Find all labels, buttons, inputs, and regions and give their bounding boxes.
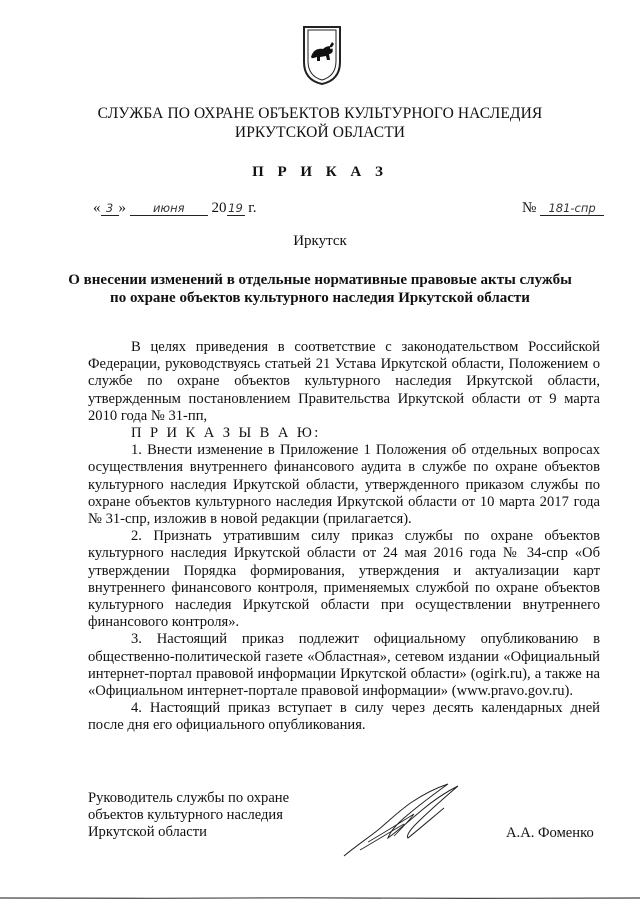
- date-suffix: г.: [248, 200, 257, 216]
- subject-line1: О внесении изменений в отдельные нормативные правовые акты службы: [68, 272, 572, 288]
- coat-of-arms-icon: [301, 24, 343, 86]
- number-value: 181-спр: [540, 201, 604, 216]
- order-item-1: 1. Внести изменение в Приложение 1 Положения об отдельных вопросах осуществления внутреннего финансового аудита в службе по охране объектов культурного наследия Иркутской области, утвержденного приказом службы по охране объектов культурного наследия Иркутской области от 10 марта 2017 года № 31-спр, изложив в новой редакции (прилагается).: [88, 442, 600, 528]
- preamble-paragraph: В целях приведения в соответствие с законодательством Российской Федерации, руководствуясь статьей 21 Устава Иркутской области, Положением о службе по охране объектов культурного наследия Иркутской области, утвержденным постановлением Правительства Иркутской области от 9 марта 2010 года № 31-пп,: [88, 339, 600, 424]
- city: Иркутск: [293, 233, 347, 249]
- subject-line2: по охране объектов культурного наследия Иркутской области: [110, 290, 530, 306]
- date-year-prefix: 20: [211, 200, 227, 216]
- document-number: [522, 200, 604, 217]
- order-body: [88, 339, 600, 735]
- document-date: [93, 200, 256, 217]
- date-year-suffix: 19: [228, 201, 243, 215]
- signatory-line2: объектов культурного наследия: [88, 807, 283, 824]
- order-item-4: 4. Настоящий приказ вступает в силу через десять календарных дней после дня его официального опубликования.: [88, 700, 600, 734]
- order-item-3: 3. Настоящий приказ подлежит официальному опубликованию в общественно-политической газете «Областная», сетевом издании «Официальный интернет-портал правовой информации Иркутской области» (ogirk.ru), а также на «Официальном интернет-портале правовой информации» (www.pravo.gov.ru).: [88, 631, 600, 700]
- date-month: июня: [130, 201, 208, 216]
- signatory-line1: Руководитель службы по охране: [88, 790, 290, 806]
- date-day: 3: [101, 201, 119, 216]
- number-sign: №: [522, 200, 537, 216]
- date-open-quote: «: [93, 200, 101, 216]
- signatory-name: А.А. Фоменко: [506, 825, 594, 841]
- order-keyword: П Р И К А З Ы В А Ю:: [131, 425, 321, 442]
- agency-name-line2: ИРКУТСКОЙ ОБЛАСТИ: [234, 124, 406, 141]
- scan-edge-line: [0, 896, 640, 901]
- date-close-quote: »: [118, 200, 126, 216]
- signatory-position: [88, 790, 289, 842]
- order-item-2: 2. Признать утратившим силу приказ службы по охране объектов культурного наследия Иркутской области от 24 мая 2016 года № 34-спр «Об утверждении Порядка формирования, утверждения и актуализации карт внутреннего финансового контроля, применяемых службой по охране объектов культурного наследия Иркутской области при осуществлении внутреннего финансового контроля».: [88, 528, 600, 631]
- order-subject: [0, 271, 640, 307]
- handwritten-signature: [338, 780, 498, 862]
- agency-name-line1: СЛУЖБА ПО ОХРАНЕ ОБЪЕКТОВ КУЛЬТУРНОГО НАСЛЕДИЯ: [97, 105, 543, 122]
- document-type-title: П Р И К А З: [252, 164, 388, 180]
- agency-name: [0, 104, 640, 142]
- signatory-line3: Иркутской области: [88, 824, 207, 841]
